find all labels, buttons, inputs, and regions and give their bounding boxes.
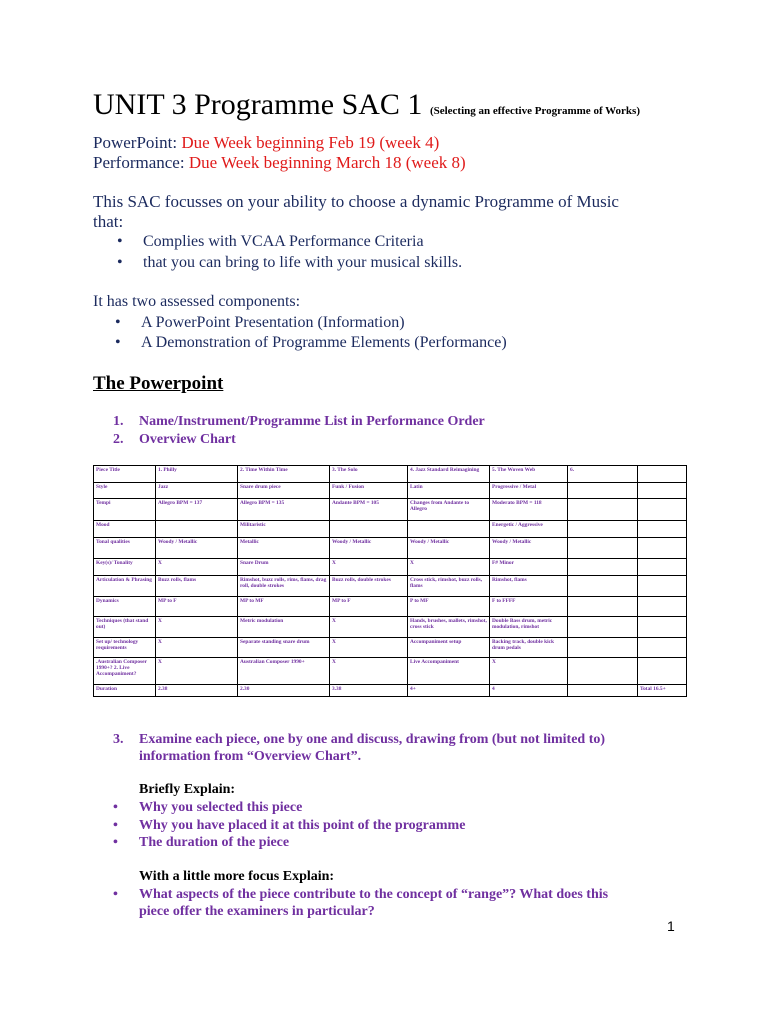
briefly-bullet: • Why you selected this piece [113, 800, 303, 815]
chart-row [94, 559, 687, 576]
chart-cell: 2.30 [238, 685, 330, 697]
chart-row [94, 597, 687, 617]
briefly-heading: Briefly Explain: [139, 782, 236, 797]
briefly-bullet: • The duration of the piece [113, 835, 290, 850]
chart-row-label: Style [94, 483, 156, 499]
chart-cell: 3.38 [330, 685, 408, 697]
numbered-item: 2. Overview Chart [113, 432, 236, 447]
chart-cell: Changes from Andante to Allegro [408, 499, 490, 521]
chart-cell [638, 638, 687, 658]
chart-cell: X [156, 559, 238, 576]
component-bullet: • A Demonstration of Programme Elements (Performance) [115, 334, 507, 351]
chart-row-label: Techniques (that stand out) [94, 617, 156, 638]
chart-cell: Woody / Metallic [156, 538, 238, 559]
chart-cell [638, 617, 687, 638]
chart-cell: MP to MF [238, 597, 330, 617]
focus-bullet: • What aspects of the piece contribute to the concept of “range”? What does this [113, 887, 609, 902]
bullet-icon: • [113, 835, 118, 850]
chart-cell [568, 576, 638, 597]
chart-row [94, 483, 687, 499]
chart-cell: Metric modulation [238, 617, 330, 638]
overview-chart-body [94, 466, 687, 697]
chart-cell: Total 16.5+ [638, 685, 687, 697]
chart-row [94, 521, 687, 538]
bullet-icon: • [117, 233, 123, 250]
chart-cell: Rimshot, flams [490, 576, 568, 597]
chart-cell: 4+ [408, 685, 490, 697]
chart-cell: Double Bass drum, metric modulation, rimshot [490, 617, 568, 638]
chart-cell: MP to F [330, 597, 408, 617]
chart-cell: Allegro BPM = 135 [238, 499, 330, 521]
chart-cell: Snare Drum [238, 559, 330, 576]
chart-cell: Allegro BPM = 137 [156, 499, 238, 521]
numbered-item-continuation: information from “Overview Chart”. [139, 749, 362, 764]
briefly-bullet: • Why you have placed it at this point of the programme [113, 818, 466, 833]
chart-cell: Moderato BPM = 118 [490, 499, 568, 521]
chart-cell: 4 [490, 685, 568, 697]
chart-cell: Energetic / Aggressive [490, 521, 568, 538]
chart-cell: X [330, 617, 408, 638]
performance-date: Due Week beginning March 18 (week 8) [188, 153, 466, 172]
chart-row-label: Tempi [94, 499, 156, 521]
chart-cell: X [330, 559, 408, 576]
chart-cell: Separate standing snare drum [238, 638, 330, 658]
chart-cell: Cross stick, rimshot, buzz rolls, flams [408, 576, 490, 597]
chart-cell: 2. Time Within Time [238, 466, 330, 483]
page-number: 1 [667, 918, 675, 934]
chart-cell: Latin [408, 483, 490, 499]
chart-cell [156, 521, 238, 538]
chart-cell: 1. Philly [156, 466, 238, 483]
chart-cell: Woody / Metallic [490, 538, 568, 559]
focus-bullet-continuation: piece offer the examiners in particular? [139, 904, 375, 919]
chart-cell: Andante BPM = 105 [330, 499, 408, 521]
powerpoint-label: PowerPoint: [93, 133, 178, 152]
chart-cell: Snare drum piece [238, 483, 330, 499]
bullet-icon: • [113, 887, 118, 902]
chart-cell [638, 559, 687, 576]
chart-row [94, 685, 687, 697]
intro-line-2: that: [93, 212, 124, 231]
chart-cell [568, 483, 638, 499]
chart-row [94, 658, 687, 685]
chart-row-label: Tonal qualities [94, 538, 156, 559]
powerpoint-date: Due Week beginning Feb 19 (week 4) [181, 133, 440, 152]
chart-cell [408, 521, 490, 538]
intro-line-1: This SAC focusses on your ability to choose a dynamic Programme of Music [93, 192, 619, 211]
chart-cell [638, 658, 687, 685]
chart-cell: Woody / Metallic [408, 538, 490, 559]
chart-cell: Buzz rolls, double strokes [330, 576, 408, 597]
chart-cell: 4. Jazz Standard Reimagining [408, 466, 490, 483]
chart-cell [638, 576, 687, 597]
chart-row [94, 499, 687, 521]
chart-cell [568, 597, 638, 617]
chart-cell [568, 658, 638, 685]
chart-row [94, 617, 687, 638]
bullet-icon: • [115, 334, 121, 351]
chart-cell [330, 521, 408, 538]
overview-chart [93, 465, 687, 697]
chart-row [94, 638, 687, 658]
chart-cell: Woody / Metallic [330, 538, 408, 559]
chart-row-label: Dynamics [94, 597, 156, 617]
chart-cell: Militaristic [238, 521, 330, 538]
chart-cell: X [408, 559, 490, 576]
focus-heading: With a little more focus Explain: [139, 869, 335, 884]
component-bullet: • A PowerPoint Presentation (Information) [115, 314, 405, 331]
chart-cell: Rimshot, buzz rolls, rims, flams, drag roll, double strokes [238, 576, 330, 597]
page-title [93, 88, 640, 122]
chart-row [94, 538, 687, 559]
powerpoint-due-line [93, 133, 439, 153]
chart-cell [638, 597, 687, 617]
chart-row-label: Piece Title [94, 466, 156, 483]
chart-cell [568, 638, 638, 658]
chart-cell [638, 499, 687, 521]
chart-cell [568, 499, 638, 521]
chart-cell: X [330, 658, 408, 685]
chart-cell [568, 617, 638, 638]
chart-cell: X [156, 638, 238, 658]
chart-cell: X [156, 658, 238, 685]
chart-cell [568, 538, 638, 559]
chart-cell: MP to F [156, 597, 238, 617]
performance-label: Performance: [93, 153, 185, 172]
bullet-icon: • [117, 254, 123, 271]
numbered-item: 1. Name/Instrument/Programme List in Performance Order [113, 414, 485, 429]
intro-bullet: • Complies with VCAA Performance Criteria [117, 233, 424, 250]
bullet-icon: • [113, 800, 118, 815]
chart-cell: Backing track, double kick drum pedals [490, 638, 568, 658]
chart-cell: 2.38 [156, 685, 238, 697]
chart-cell [568, 559, 638, 576]
chart-cell: F to FFFF [490, 597, 568, 617]
chart-row-label: .Australian Composer 1990+? 2. Live Accompaniment? [94, 658, 156, 685]
section-heading: The Powerpoint [93, 373, 224, 394]
chart-row-label: Key(s)/ Tonality [94, 559, 156, 576]
title-main: UNIT 3 Programme SAC 1 [93, 88, 423, 121]
numbered-item: 3. Examine each piece, one by one and discuss, drawing from (but not limited to) [113, 732, 606, 747]
chart-cell: Jazz [156, 483, 238, 499]
chart-row-label: Duration [94, 685, 156, 697]
bullet-icon: • [113, 818, 118, 833]
chart-cell: Progressive / Metal [490, 483, 568, 499]
chart-cell: 5. The Woven Web [490, 466, 568, 483]
title-subtitle: (Selecting an effective Programme of Works) [429, 105, 640, 117]
bullet-icon: • [115, 314, 121, 331]
chart-cell: Live Accompaniment [408, 658, 490, 685]
chart-cell: Funk / Fusion [330, 483, 408, 499]
chart-cell [568, 521, 638, 538]
chart-row-label: Articulation & Phrasing [94, 576, 156, 597]
chart-cell: X [490, 658, 568, 685]
chart-cell: F# Minor [490, 559, 568, 576]
performance-due-line [93, 153, 466, 173]
chart-row [94, 576, 687, 597]
chart-cell: X [330, 638, 408, 658]
chart-cell [638, 483, 687, 499]
chart-row [94, 466, 687, 483]
chart-cell: P to MF [408, 597, 490, 617]
chart-cell: 6. [568, 466, 638, 483]
chart-cell: Australian Composer 1990+ [238, 658, 330, 685]
chart-cell: Hands, brushes, mallets, rimshot, cross stick [408, 617, 490, 638]
chart-cell: 3. The Solo [330, 466, 408, 483]
intro-bullet: • that you can bring to life with your musical skills. [117, 254, 463, 271]
chart-cell [638, 466, 687, 483]
chart-row-label: Set up/ technology requirements [94, 638, 156, 658]
chart-row-label: Mood [94, 521, 156, 538]
chart-cell [638, 521, 687, 538]
chart-cell: Accompaniment setup [408, 638, 490, 658]
chart-cell [568, 685, 638, 697]
chart-cell [638, 538, 687, 559]
chart-cell: Metallic [238, 538, 330, 559]
chart-cell: Buzz rolls, flams [156, 576, 238, 597]
components-heading: It has two assessed components: [93, 293, 301, 310]
chart-cell: X [156, 617, 238, 638]
